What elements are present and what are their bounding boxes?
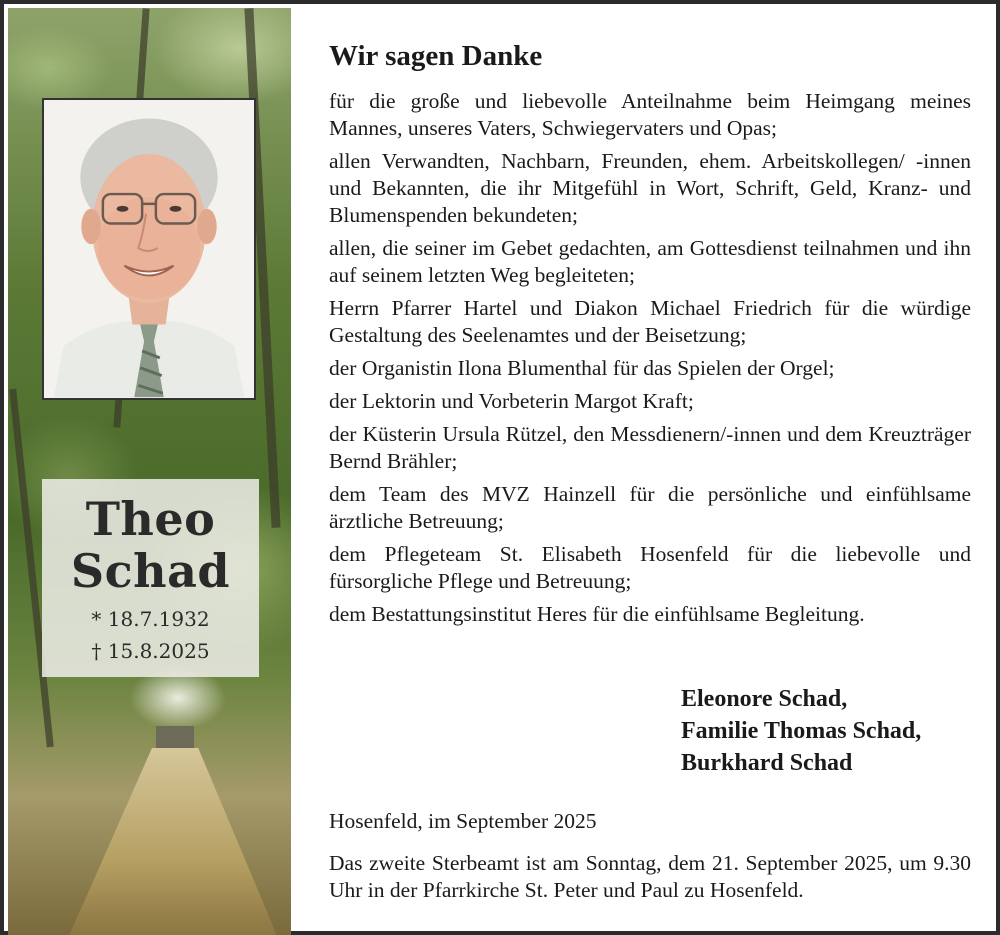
thanks-paragraph: für die große und liebevolle Anteilnahme beim Heimgang meines Mannes, unseres Vaters, Schwiegervaters und Opas; xyxy=(329,89,971,140)
forest-path-photo xyxy=(8,8,291,935)
service-note: Das zweite Sterbeamt ist am Sonntag, dem 21. September 2025, um 9.30 Uhr in der Pfarrkirche St. Peter und Paul zu Hosenfeld. xyxy=(329,851,971,902)
portrait-photo xyxy=(42,98,256,400)
first-name: Theo xyxy=(85,492,216,546)
thanks-paragraph: Herrn Pfarrer Hartel und Diakon Michael Friedrich für die würdige Gestaltung des Seelenamtes und der Beisetzung; xyxy=(329,296,971,347)
thanks-paragraph: der Organistin Ilona Blumenthal für das Spielen der Orgel; xyxy=(329,356,835,380)
thanks-paragraph: der Lektorin und Vorbeterin Margot Kraft; xyxy=(329,389,694,413)
thanks-paragraph: allen Verwandten, Nachbarn, Freunden, ehem. Arbeitskollegen/ -innen und Bekannten, die ihr Mitgefühl in Wort, Schrift, Geld, Kranz- und Blumenspenden bekundeten; xyxy=(329,149,971,227)
thanks-paragraph: der Küsterin Ursula Rützel, den Messdienern/-innen und dem Kreuzträger Bernd Brähler; xyxy=(329,422,971,473)
signature-line: Eleonore Schad, xyxy=(681,686,848,712)
forest-path xyxy=(68,748,278,935)
thanks-paragraph: dem Team des MVZ Hainzell für die persönliche und einfühlsame ärztliche Betreuung; xyxy=(329,482,971,533)
thanks-paragraph: dem Pflegeteam St. Elisabeth Hosenfeld für die liebevolle und fürsorgliche Pflege und Betreuung; xyxy=(329,542,971,593)
signature-line: Burkhard Schad xyxy=(681,750,853,776)
notice-text xyxy=(329,38,971,902)
thanks-paragraph: allen, die seiner im Gebet gedachten, am Gottesdienst teilnahmen und ihn auf seinem letzten Weg begleiteten; xyxy=(329,236,971,287)
notice-title: Wir sagen Danke xyxy=(329,40,543,72)
death-date: † 15.8.2025 xyxy=(91,639,210,663)
name-plate xyxy=(42,479,259,677)
signature-line: Familie Thomas Schad, xyxy=(681,718,922,744)
last-name: Schad xyxy=(70,544,231,598)
thanks-paragraph: dem Bestattungsinstitut Heres für die einfühlsame Begleitung. xyxy=(329,602,865,626)
place-date: Hosenfeld, im September 2025 xyxy=(329,809,597,833)
birth-date: * 18.7.1932 xyxy=(91,607,210,631)
signature-block xyxy=(681,683,921,779)
